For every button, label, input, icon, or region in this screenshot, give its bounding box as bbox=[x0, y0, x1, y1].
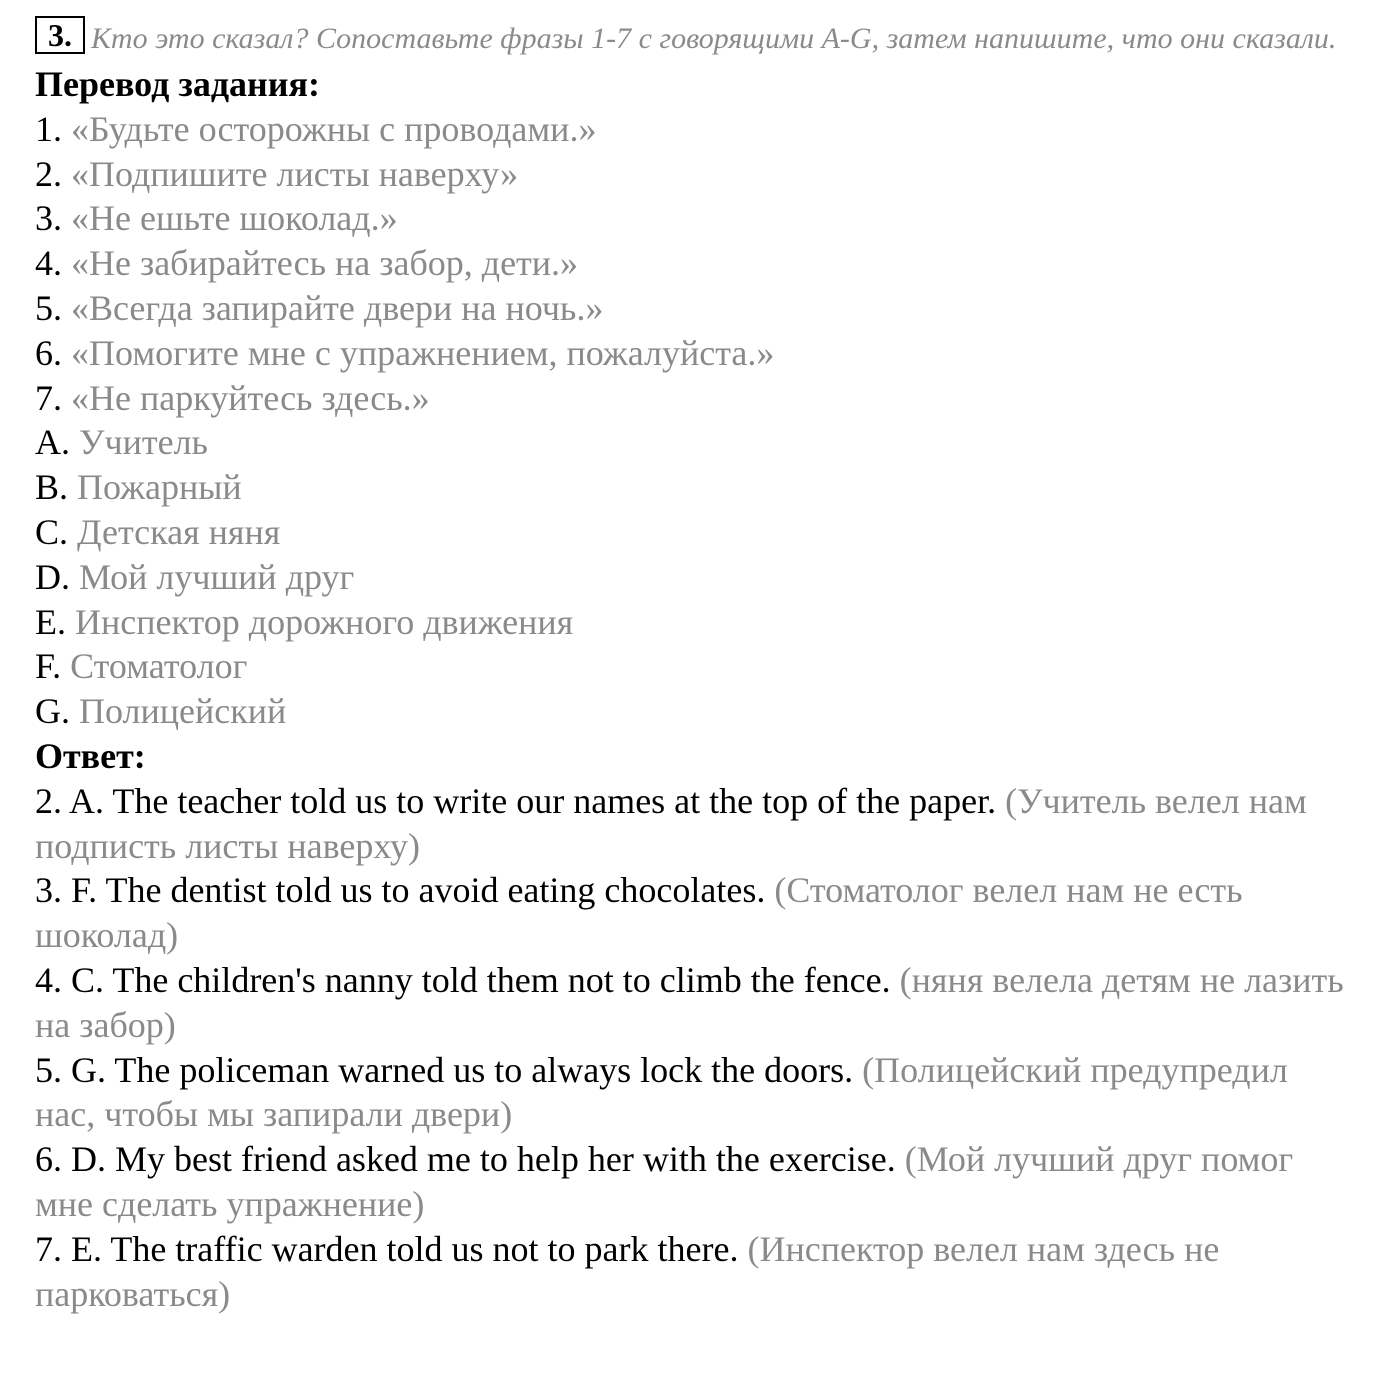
speaker-item bbox=[35, 600, 1355, 645]
speaker-item bbox=[35, 510, 1355, 555]
answer-russian: (няня велела детям не лазить на забор) bbox=[35, 959, 1344, 1045]
phrase-text: «Не ешьте шоколад.» bbox=[71, 198, 398, 239]
speaker-letter: G. bbox=[35, 691, 70, 732]
speaker-letter: B. bbox=[35, 467, 69, 508]
document-content bbox=[35, 16, 1355, 1316]
phrase-item bbox=[35, 107, 1355, 152]
answer-item bbox=[35, 958, 1350, 1048]
speaker-text: Детская няня bbox=[77, 511, 281, 552]
answer-item bbox=[35, 1048, 1350, 1138]
answer-english: 7. E. The traffic warden told us not to park there. bbox=[35, 1228, 739, 1269]
phrase-number: 7. bbox=[35, 377, 62, 418]
answer-item bbox=[35, 1137, 1350, 1227]
phrase-number: 3. bbox=[35, 198, 62, 239]
answer-russian: (Учитель велел нам подписть листы наверху) bbox=[35, 780, 1307, 866]
phrase-item bbox=[35, 331, 1355, 376]
speaker-letter: F. bbox=[35, 646, 62, 687]
phrase-number: 6. bbox=[35, 332, 62, 373]
phrase-text: «Будьте осторожны с проводами.» bbox=[71, 108, 597, 149]
phrase-text: «Подпишите листы наверху» bbox=[71, 153, 519, 194]
speaker-text: Мой лучший друг bbox=[79, 556, 355, 597]
speaker-letter: E. bbox=[35, 601, 66, 642]
speaker-text: Полицейский bbox=[79, 691, 287, 732]
answer-english: 3. F. The dentist told us to avoid eating chocolates. bbox=[35, 870, 766, 911]
speaker-text: Учитель bbox=[79, 422, 208, 463]
task-header bbox=[35, 16, 1355, 60]
answer-list bbox=[35, 779, 1355, 1317]
phrase-number: 5. bbox=[35, 287, 62, 328]
phrase-number: 4. bbox=[35, 243, 62, 284]
speaker-letter: D. bbox=[35, 556, 70, 597]
speaker-text: Пожарный bbox=[77, 467, 242, 508]
answer-russian: (Мой лучший друг помог мне сделать упражнение) bbox=[35, 1139, 1294, 1224]
phrase-list bbox=[35, 107, 1355, 421]
speaker-list bbox=[35, 420, 1355, 734]
speaker-item bbox=[35, 420, 1355, 465]
phrase-text: «Не забирайтесь на забор, дети.» bbox=[71, 243, 579, 284]
phrase-number: 2. bbox=[35, 153, 62, 194]
task-number-box: 3. bbox=[35, 16, 85, 54]
phrase-number: 1. bbox=[35, 108, 62, 149]
phrase-item bbox=[35, 152, 1355, 197]
translation-heading: Перевод задания: bbox=[35, 64, 320, 104]
phrase-item bbox=[35, 241, 1355, 286]
answer-russian: (Инспектор велел нам здесь не парковаться) bbox=[35, 1228, 1220, 1314]
speaker-text: Стоматолог bbox=[70, 646, 248, 687]
answer-heading: Ответ: bbox=[35, 735, 146, 776]
answer-english: 4. C. The children's nanny told them not to climb the fence. bbox=[35, 959, 891, 1000]
answer-russian: (Стоматолог велел нам не есть шоколад) bbox=[35, 870, 1243, 956]
speaker-item bbox=[35, 555, 1355, 600]
phrase-item bbox=[35, 286, 1355, 331]
answer-english: 2. A. The teacher told us to write our names at the top of the paper. bbox=[35, 780, 997, 821]
speaker-item bbox=[35, 465, 1355, 510]
task-instruction: Кто это сказал? Сопоставьте фразы 1-7 с говорящими A-G, затем напишите, что они сказали. bbox=[91, 22, 1337, 55]
speaker-letter: A. bbox=[35, 422, 70, 463]
answer-item bbox=[35, 868, 1350, 958]
speaker-item bbox=[35, 644, 1355, 689]
answer-english: 6. D. My best friend asked me to help her with the exercise. bbox=[35, 1139, 896, 1180]
answer-english: 5. G. The policeman warned us to always lock the doors. bbox=[35, 1049, 854, 1090]
answer-item bbox=[35, 779, 1350, 869]
phrase-item bbox=[35, 376, 1355, 421]
phrase-text: «Не паркуйтесь здесь.» bbox=[71, 377, 430, 418]
speaker-text: Инспектор дорожного движения bbox=[75, 601, 574, 642]
speaker-letter: C. bbox=[35, 511, 69, 552]
answer-russian: (Полицейский предупредил нас, чтобы мы запирали двери) bbox=[35, 1049, 1288, 1135]
answer-item bbox=[35, 1227, 1350, 1317]
speaker-item bbox=[35, 689, 1355, 734]
phrase-text: «Всегда запирайте двери на ночь.» bbox=[71, 287, 604, 328]
phrase-item bbox=[35, 196, 1355, 241]
phrase-text: «Помогите мне с упражнением, пожалуйста.» bbox=[71, 332, 775, 373]
